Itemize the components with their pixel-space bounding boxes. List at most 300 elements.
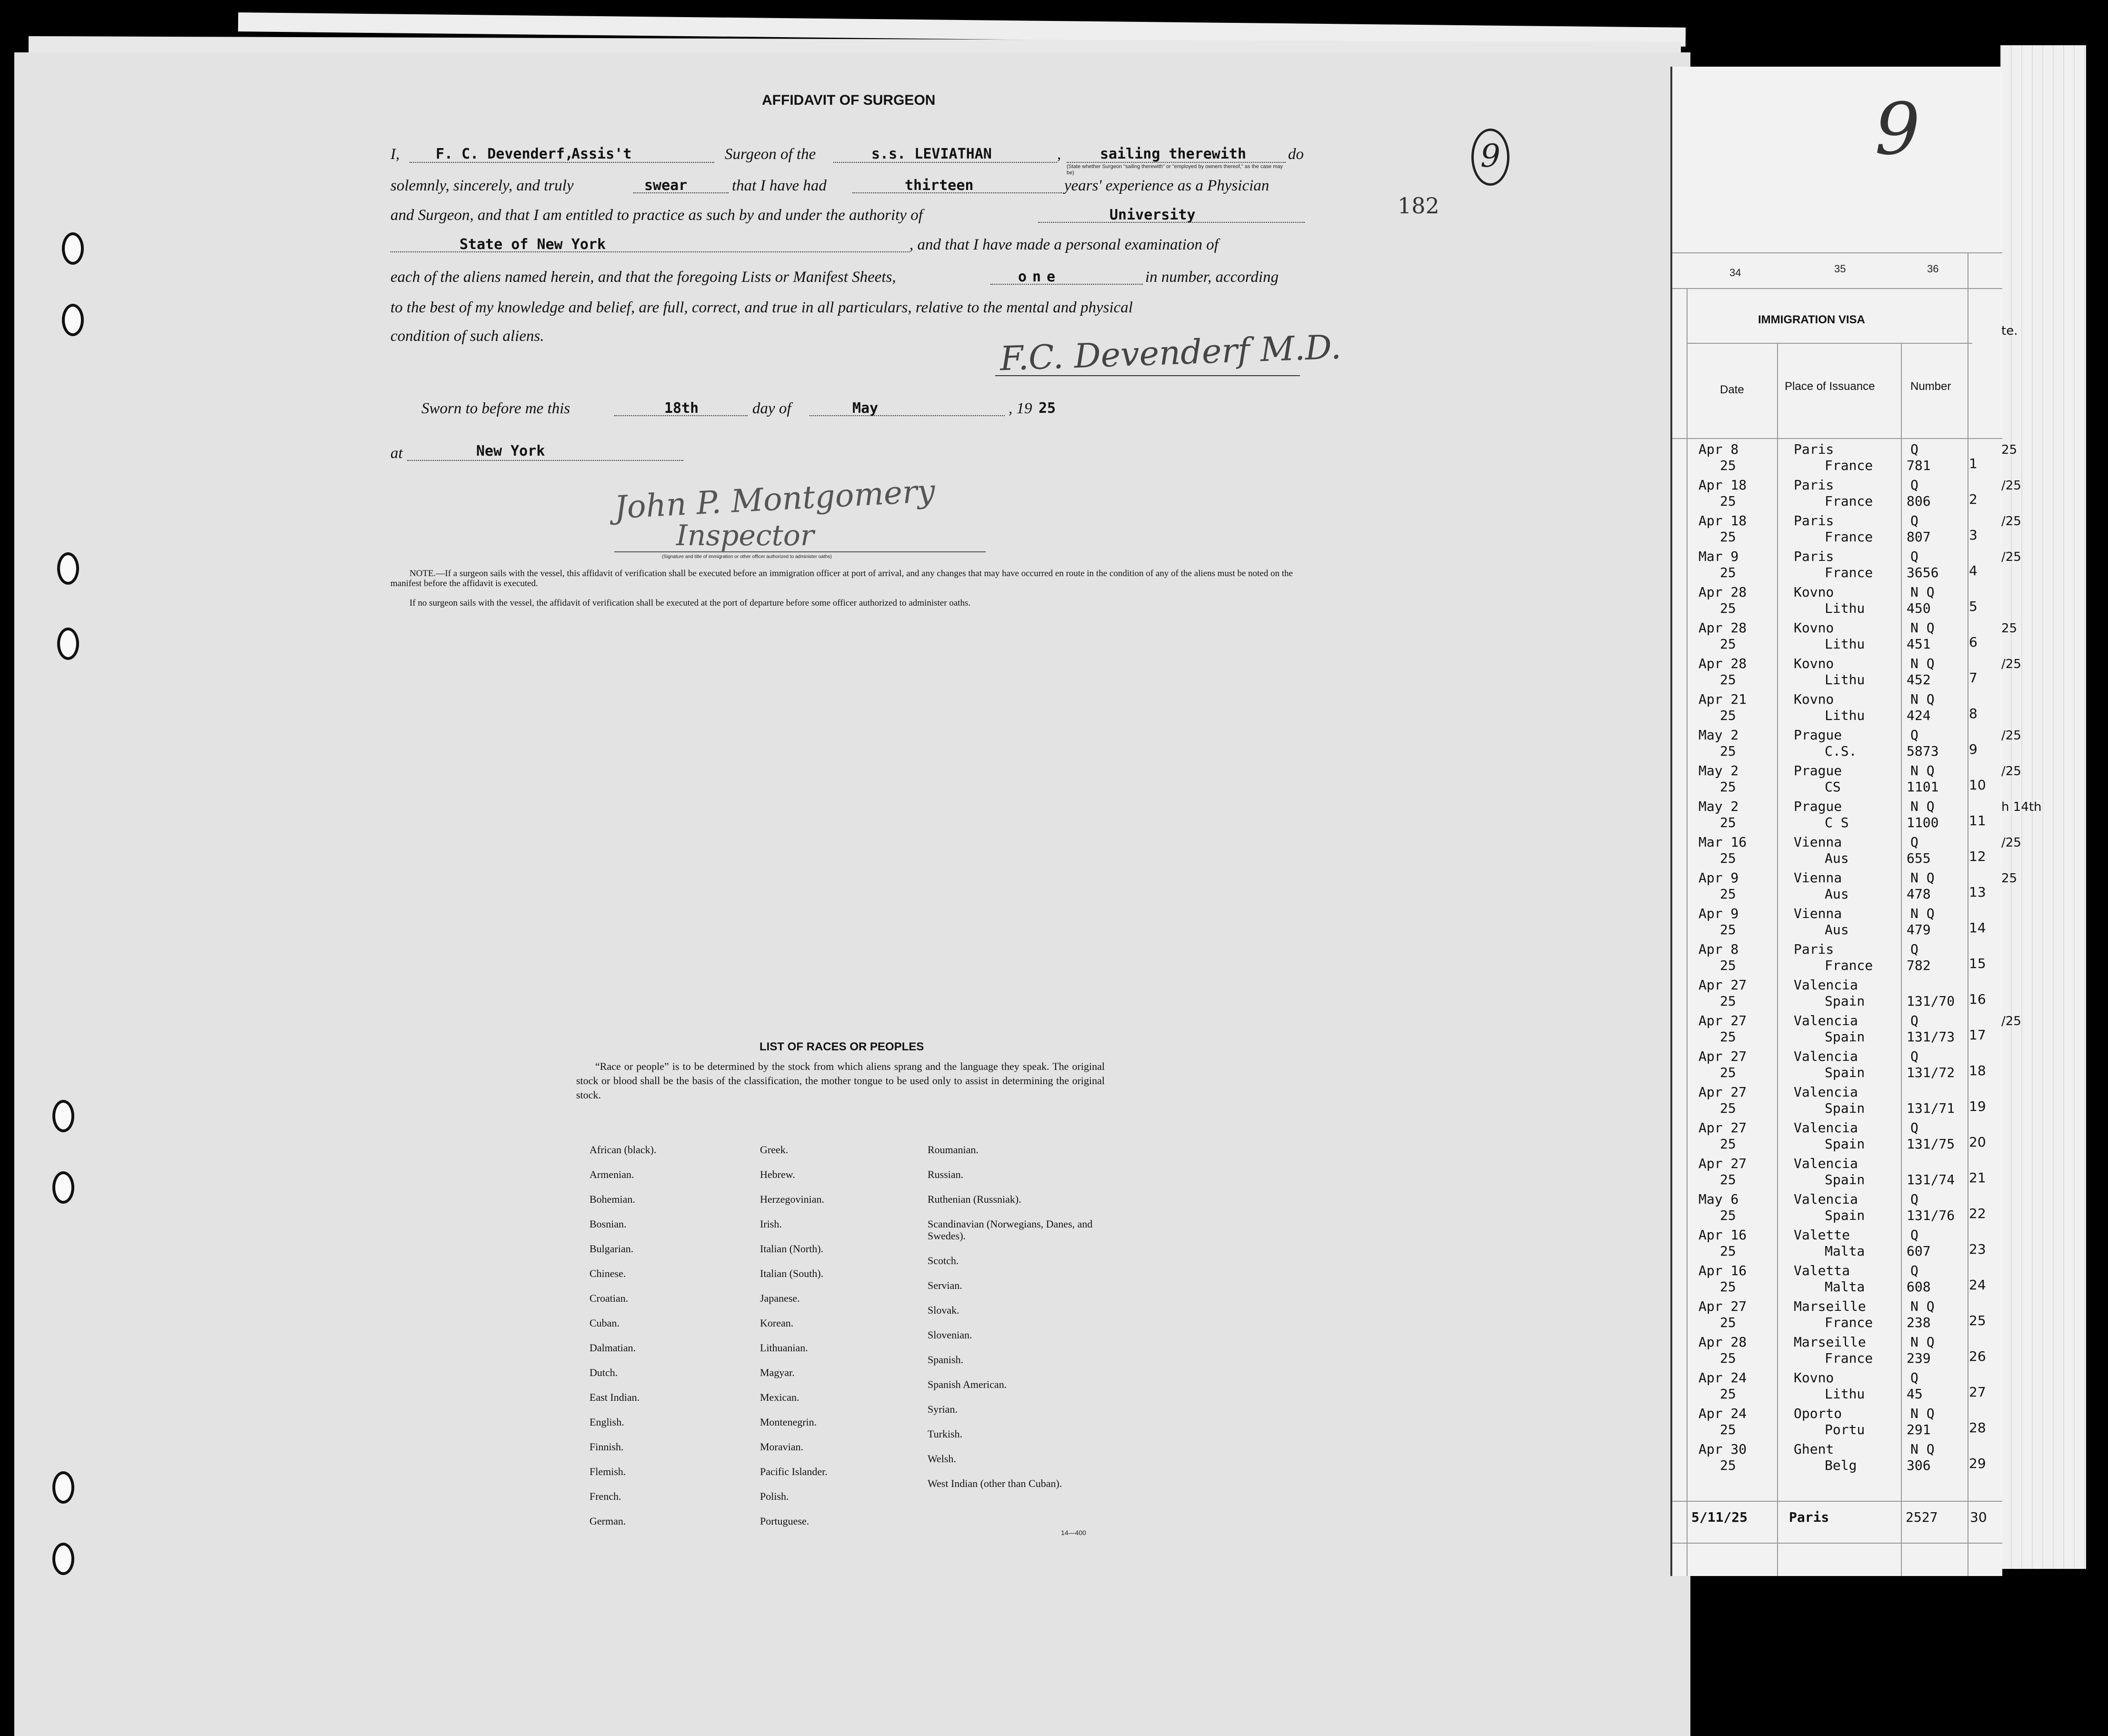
sworn-text: , 19 (1009, 400, 1032, 417)
visa-prefix: Q (1910, 834, 1918, 850)
edge-fragment: 25 (2001, 621, 2018, 636)
visa-year: 25 (1720, 708, 1736, 723)
binder-hole (57, 628, 79, 660)
visa-place: Vienna (1794, 834, 1842, 850)
races-intro: “Race or people” is to be determined by the stock from which aliens sprang and the language they speak. The original stock or blood shall be the basis of the classification, the mother tongue to be used only to assist in determining the original stock. (576, 1060, 1105, 1101)
row-index: 12 (1969, 848, 1986, 864)
immigration-visa-page (1670, 67, 2002, 1576)
visa-prefix: Q (1910, 941, 1918, 957)
visa-date: Mar 9 (1698, 549, 1739, 564)
row-index: 10 (1969, 777, 1986, 793)
visa-prefix: N Q (1910, 1406, 1935, 1421)
row-index: 24 (1969, 1277, 1986, 1293)
last-row-date: 5/11/25 (1691, 1509, 1748, 1525)
visa-number: 807 (1907, 529, 1931, 545)
visa-place: Vienna (1794, 906, 1842, 921)
surgeon-signature: F.C. Devenderf M.D. (999, 327, 1342, 379)
visa-place: Valencia (1794, 1048, 1858, 1064)
binder-hole (62, 304, 84, 336)
form-number: 14—400 (1061, 1529, 1086, 1536)
visa-country: Aus (1825, 850, 1849, 866)
visa-date: May 6 (1698, 1191, 1739, 1207)
visa-number: 238 (1907, 1315, 1931, 1330)
visa-number: 131/74 (1907, 1172, 1955, 1187)
table-row (1672, 1012, 2002, 1048)
race-item: Spanish. (928, 1354, 964, 1366)
edge-fragment: 25 (2001, 443, 2018, 457)
sworn-text: Sworn to before me this (421, 400, 570, 417)
circled-number: 9 (1471, 129, 1509, 186)
visa-prefix: Q (1910, 727, 1918, 743)
table-row (1672, 798, 2002, 833)
visa-year: 25 (1720, 565, 1736, 580)
visa-date: Apr 28 (1698, 1334, 1747, 1350)
visa-year: 25 (1720, 1315, 1736, 1330)
affidavit-text: and Surgeon, and that I am entitled to practice as such by and under the authority of (390, 207, 923, 224)
race-item: Moravian. (760, 1441, 804, 1453)
table-row (1672, 940, 2002, 976)
manifest-count: one (1018, 269, 1061, 285)
visa-date: May 2 (1698, 727, 1739, 743)
visa-date: Apr 28 (1698, 656, 1747, 671)
note-no-surgeon: If no surgeon sails with the vessel, the affidavit of verification shall be executed at the port of departure before some officer authorized to administer oaths. (410, 598, 971, 608)
race-item: Cuban. (589, 1317, 619, 1329)
race-item: Italian (South). (760, 1267, 824, 1279)
visa-date: Apr 24 (1698, 1406, 1747, 1421)
row-index: 16 (1969, 991, 1986, 1007)
race-item: Slovenian. (928, 1329, 972, 1341)
visa-country: Lithu (1825, 1386, 1865, 1402)
table-row (1672, 1226, 2002, 1262)
visa-country: Malta (1825, 1279, 1865, 1295)
visa-country: France (1825, 458, 1873, 473)
visa-country: France (1825, 1315, 1873, 1330)
table-row (1672, 655, 2002, 690)
visa-country: Spain (1825, 1029, 1865, 1045)
visa-date: Apr 27 (1698, 1048, 1747, 1064)
visa-year: 25 (1720, 743, 1736, 759)
row-index: 2 (1969, 491, 1978, 507)
visa-prefix: N Q (1910, 870, 1935, 886)
surgeon-name: F. C. Devenderf, (436, 146, 573, 162)
race-item: Slovak. (928, 1304, 959, 1316)
visa-prefix: Q (1910, 441, 1918, 457)
row-index: 3 (1969, 527, 1978, 543)
edge-fragment: /25 (2001, 479, 2021, 493)
race-item: Dalmatian. (589, 1342, 636, 1354)
edge-fragment: /25 (2001, 550, 2021, 564)
column-number: 35 (1834, 263, 1846, 275)
page-number: 182 (1398, 193, 1439, 219)
header-place: Place of Issuance (1785, 380, 1875, 393)
visa-prefix: N Q (1910, 656, 1935, 671)
visa-place: Valette (1794, 1227, 1850, 1243)
visa-year: 25 (1720, 1457, 1736, 1473)
visa-country: Spain (1825, 1172, 1865, 1187)
affidavit-text: , (1057, 146, 1061, 163)
visa-prefix: Q (1910, 1013, 1918, 1028)
visa-country: C S (1825, 815, 1849, 830)
race-item: Hebrew. (760, 1168, 795, 1180)
visa-place: Paris (1794, 549, 1834, 564)
visa-place: Marseille (1794, 1334, 1866, 1350)
visa-number: 239 (1907, 1350, 1931, 1366)
visa-date: Apr 18 (1698, 513, 1747, 529)
row-index: 21 (1969, 1170, 1986, 1186)
row-index: 6 (1969, 634, 1978, 650)
visa-place: Prague (1794, 763, 1842, 778)
race-item: French. (589, 1490, 621, 1502)
visa-number: 452 (1907, 672, 1931, 688)
at-label: at (390, 445, 403, 462)
visa-date: Mar 16 (1698, 834, 1747, 850)
visa-place: Kovno (1794, 691, 1834, 707)
race-item: Bulgarian. (589, 1243, 634, 1255)
race-item: Roumanian. (928, 1144, 979, 1156)
race-item: German. (589, 1515, 626, 1527)
row-index: 5 (1969, 599, 1978, 614)
visa-year: 25 (1720, 1279, 1736, 1295)
visa-year: 25 (1720, 1172, 1736, 1187)
table-row (1672, 1262, 2002, 1297)
visa-place: Prague (1794, 727, 1842, 743)
table-rule (1672, 1543, 2002, 1544)
visa-date: May 2 (1698, 763, 1739, 778)
visa-place: Valencia (1794, 977, 1858, 993)
race-item: Herzegovinian. (760, 1193, 824, 1205)
visa-date: Apr 9 (1698, 906, 1739, 921)
visa-prefix: N Q (1910, 906, 1935, 921)
visa-place: Paris (1794, 941, 1834, 957)
visa-place: Oporto (1794, 1406, 1842, 1421)
visa-year: 25 (1720, 600, 1736, 616)
race-item: African (black). (589, 1144, 657, 1156)
race-item: Scotch. (928, 1255, 959, 1267)
race-item: Chinese. (589, 1267, 626, 1279)
visa-number: 131/71 (1907, 1100, 1955, 1116)
visa-place: Valencia (1794, 1191, 1858, 1207)
row-index: 22 (1969, 1206, 1986, 1221)
race-item: Montenegrin. (760, 1416, 817, 1428)
affidavit-text: condition of such aliens. (390, 328, 544, 345)
visa-place: Paris (1794, 441, 1834, 457)
visa-number: 131/76 (1907, 1207, 1955, 1223)
fill-line (633, 192, 729, 193)
edge-fragment: 25 (2001, 871, 2018, 886)
visa-date: May 2 (1698, 798, 1739, 814)
signature-line (995, 375, 1300, 376)
table-row (1672, 1297, 2002, 1333)
visa-number: 424 (1907, 708, 1931, 723)
table-row (1672, 762, 2002, 798)
race-item: Scandinavian (Norwegians, Danes, and Swedes). (928, 1218, 1093, 1242)
visa-country: Belg (1825, 1457, 1857, 1473)
visa-date: Apr 27 (1698, 1298, 1747, 1314)
table-row (1672, 512, 2002, 548)
visa-country: Spain (1825, 993, 1865, 1009)
years-experience: thirteen (905, 177, 974, 194)
table-row (1672, 440, 2002, 476)
visa-date: Apr 24 (1698, 1370, 1747, 1386)
row-index: 29 (1969, 1456, 1986, 1471)
table-row (1672, 1190, 2002, 1226)
table-row (1672, 726, 2002, 762)
visa-country: France (1825, 529, 1873, 545)
visa-year: 25 (1720, 922, 1736, 938)
column-number: 36 (1927, 263, 1939, 275)
visa-number: 45 (1907, 1386, 1923, 1402)
visa-prefix: N Q (1910, 1298, 1935, 1314)
edge-fragment: te. (2001, 324, 2018, 338)
binder-hole (57, 552, 79, 585)
fill-line (852, 192, 1062, 193)
edge-fragment: /25 (2001, 657, 2021, 671)
visa-number: 608 (1907, 1279, 1931, 1295)
visa-year: 25 (1720, 1065, 1736, 1080)
oath-type: swear (644, 177, 688, 194)
visa-number: 3656 (1907, 565, 1939, 580)
visa-date: Apr 8 (1698, 441, 1739, 457)
sworn-year: 25 (1039, 400, 1056, 417)
column-number: 34 (1729, 267, 1741, 279)
visa-date: Apr 28 (1698, 620, 1747, 636)
table-row (1672, 583, 2002, 619)
row-index: 20 (1969, 1134, 1986, 1150)
table-row (1672, 1369, 2002, 1405)
visa-number: 1100 (1907, 815, 1939, 830)
visa-year: 25 (1720, 458, 1736, 473)
sailing-status: sailing therewith (1100, 146, 1247, 162)
visa-country: Lithu (1825, 636, 1865, 652)
visa-number: 478 (1907, 886, 1931, 902)
visa-number: 291 (1907, 1422, 1931, 1437)
table-row (1672, 619, 2002, 655)
visa-country: Spain (1825, 1100, 1865, 1116)
race-item: West Indian (other than Cuban). (928, 1477, 1062, 1489)
visa-number: 131/73 (1907, 1029, 1955, 1045)
table-row (1672, 548, 2002, 583)
races-title: LIST OF RACES OR PEOPLES (759, 1040, 924, 1053)
affidavit-text: each of the aliens named herein, and that the foregoing Lists or Manifest Sheets, (390, 269, 896, 286)
visa-country: France (1825, 493, 1873, 509)
race-item: East Indian. (589, 1391, 640, 1403)
header-date: Date (1720, 383, 1744, 396)
visa-place: Vienna (1794, 870, 1842, 886)
visa-title: IMMIGRATION VISA (1758, 313, 1865, 326)
visa-prefix: Q (1910, 1120, 1918, 1136)
visa-number: 131/72 (1907, 1065, 1955, 1080)
visa-number: 5873 (1907, 743, 1939, 759)
race-item: Italian (North). (760, 1243, 824, 1255)
visa-prefix: N Q (1910, 584, 1935, 600)
fill-line (809, 415, 1005, 416)
edge-fragment: /25 (2001, 836, 2021, 850)
sworn-day: 18th (664, 400, 699, 417)
visa-country: Spain (1825, 1207, 1865, 1223)
table-row (1672, 976, 2002, 1012)
table-rule (1672, 438, 2002, 439)
row-index: 13 (1969, 884, 1986, 900)
race-item: Croatian. (589, 1292, 629, 1304)
visa-country: Portu (1825, 1422, 1865, 1437)
visa-prefix: Q (1910, 1048, 1918, 1064)
race-item: Bohemian. (589, 1193, 635, 1205)
race-item: Turkish. (928, 1428, 963, 1440)
affidavit-text: , and that I have made a personal examination of (909, 236, 1219, 253)
visa-place: Prague (1794, 798, 1842, 814)
edge-fragment: /25 (2001, 764, 2021, 778)
note-surgeon-sails: NOTE.—If a surgeon sails with the vessel, this affidavit of verification shall be executed before an immigration officer at port of arrival, and any changes that may have occurred en route in the condition of any of the aliens must be noted on the manifest before the affidavit is executed. (390, 569, 1293, 589)
visa-place: Kovno (1794, 584, 1834, 600)
visa-country: Aus (1825, 886, 1849, 902)
visa-country: France (1825, 565, 1873, 580)
row-index: 4 (1969, 563, 1978, 579)
table-rule (1687, 343, 1972, 344)
race-item: Greek. (760, 1144, 789, 1156)
race-item: Finnish. (589, 1441, 624, 1453)
race-item: Japanese. (760, 1292, 800, 1304)
visa-place: Valencia (1794, 1084, 1858, 1100)
table-row (1672, 1333, 2002, 1369)
visa-number: 131/75 (1907, 1136, 1955, 1152)
last-row-place: Paris (1789, 1509, 1829, 1525)
visa-prefix: Q (1910, 1191, 1918, 1207)
visa-date: Apr 30 (1698, 1441, 1747, 1457)
row-index: 18 (1969, 1063, 1986, 1078)
visa-date: Apr 27 (1698, 1156, 1747, 1171)
table-row (1672, 1155, 2002, 1190)
visa-place: Kovno (1794, 656, 1834, 671)
race-item: Bosnian. (589, 1218, 627, 1230)
visa-place: Paris (1794, 513, 1834, 529)
visa-year: 25 (1720, 1386, 1736, 1402)
races-column-3 (928, 1144, 1109, 1502)
visa-prefix: Q (1910, 1370, 1918, 1386)
fill-line (614, 415, 748, 416)
bleed-through-text (38, 110, 1681, 176)
race-item: Polish. (760, 1490, 789, 1502)
sworn-month: May (852, 400, 879, 417)
sworn-text: day of (752, 400, 791, 417)
visa-date: Apr 27 (1698, 1013, 1747, 1028)
table-row (1672, 869, 2002, 905)
visa-number: 451 (1907, 636, 1931, 652)
binder-hole (52, 1100, 74, 1132)
table-row (1672, 1405, 2002, 1440)
affidavit-text: years' experience as a Physician (1064, 177, 1269, 194)
visa-date: Apr 9 (1698, 870, 1739, 886)
visa-number: 607 (1907, 1243, 1931, 1259)
last-row-index: 30 (1970, 1509, 1987, 1525)
visa-place: Kovno (1794, 620, 1834, 636)
visa-place: Valencia (1794, 1156, 1858, 1171)
visa-year: 25 (1720, 886, 1736, 902)
inspector-signature: John P. Montgomery (613, 472, 936, 526)
visa-year: 25 (1720, 993, 1736, 1009)
fill-line (1038, 222, 1305, 223)
visa-date: Apr 27 (1698, 1084, 1747, 1100)
visa-year: 25 (1720, 1136, 1736, 1152)
visa-date: Apr 21 (1698, 691, 1747, 707)
table-row (1672, 1048, 2002, 1083)
visa-prefix: Q (1910, 477, 1918, 493)
visa-year: 25 (1720, 815, 1736, 830)
row-index: 23 (1969, 1241, 1986, 1257)
visa-year: 25 (1720, 636, 1736, 652)
visa-country: France (1825, 1350, 1873, 1366)
table-row (1672, 1083, 2002, 1119)
visa-year: 25 (1720, 1207, 1736, 1223)
row-index: 19 (1969, 1098, 1986, 1114)
visa-date: Apr 8 (1698, 941, 1739, 957)
fill-line (833, 162, 1057, 163)
visa-prefix: N Q (1910, 798, 1935, 814)
race-item: Irish. (760, 1218, 782, 1230)
race-item: Armenian. (589, 1168, 634, 1180)
affidavit-text: Surgeon of the (725, 146, 816, 163)
visa-place: Valencia (1794, 1120, 1858, 1136)
visa-place: Kovno (1794, 1370, 1834, 1386)
visa-place: Ghent (1794, 1441, 1834, 1457)
visa-number: 781 (1907, 458, 1931, 473)
race-item: Lithuanian. (760, 1342, 808, 1354)
row-index: 11 (1969, 813, 1986, 828)
affidavit-title: AFFIDAVIT OF SURGEON (762, 92, 936, 108)
visa-year: 25 (1720, 529, 1736, 545)
edge-fragment: h 14th (2001, 800, 2042, 814)
authority-university: University (1109, 207, 1196, 223)
race-item: Ruthenian (Russniak). (928, 1193, 1021, 1205)
visa-country: Lithu (1825, 672, 1865, 688)
race-item: Korean. (760, 1317, 794, 1329)
visa-country: C.S. (1825, 743, 1857, 759)
table-rule (1672, 288, 2002, 289)
visa-date: Apr 16 (1698, 1227, 1747, 1243)
race-item: Dutch. (589, 1367, 618, 1378)
row-index: 27 (1969, 1384, 1986, 1400)
binder-hole (52, 1543, 74, 1575)
table-row (1672, 905, 2002, 940)
edge-fragment: /25 (2001, 1014, 2021, 1028)
table-row (1672, 1119, 2002, 1155)
visa-number: 306 (1907, 1457, 1931, 1473)
row-index: 8 (1969, 706, 1978, 721)
affidavit-text: to the best of my knowledge and belief, are full, correct, and true in all particulars, relative to the mental and physical (390, 299, 1133, 316)
visa-country: Malta (1825, 1243, 1865, 1259)
fill-line (990, 284, 1143, 285)
fill-line (1067, 162, 1286, 163)
visa-place: Paris (1794, 477, 1834, 493)
visa-prefix: Q (1910, 1227, 1918, 1243)
affidavit-text: in number, according (1145, 269, 1279, 286)
fine-print: (State whether Surgeon "sailing therewith" or "employed by owners thereof," as the case may be) (1067, 164, 1283, 176)
visa-place: Marseille (1794, 1298, 1866, 1314)
visa-year: 25 (1720, 850, 1736, 866)
vessel-name: s.s. LEVIATHAN (871, 146, 992, 162)
visa-year: 25 (1720, 779, 1736, 795)
signature-caption: (Signature and title of immigration or other officer authorized to administer oaths) (662, 554, 832, 559)
affidavit-text: solemnly, sincerely, and truly (390, 177, 574, 194)
visa-year: 25 (1720, 1422, 1736, 1437)
visa-prefix: N Q (1910, 763, 1935, 778)
race-item: Syrian. (928, 1403, 958, 1415)
visa-date: Apr 18 (1698, 477, 1747, 493)
visa-prefix: N Q (1910, 1441, 1935, 1457)
visa-number: 806 (1907, 493, 1931, 509)
race-item: English. (589, 1416, 624, 1428)
corner-number: 9 (1875, 88, 1920, 171)
affidavit-text: I, (390, 146, 400, 163)
